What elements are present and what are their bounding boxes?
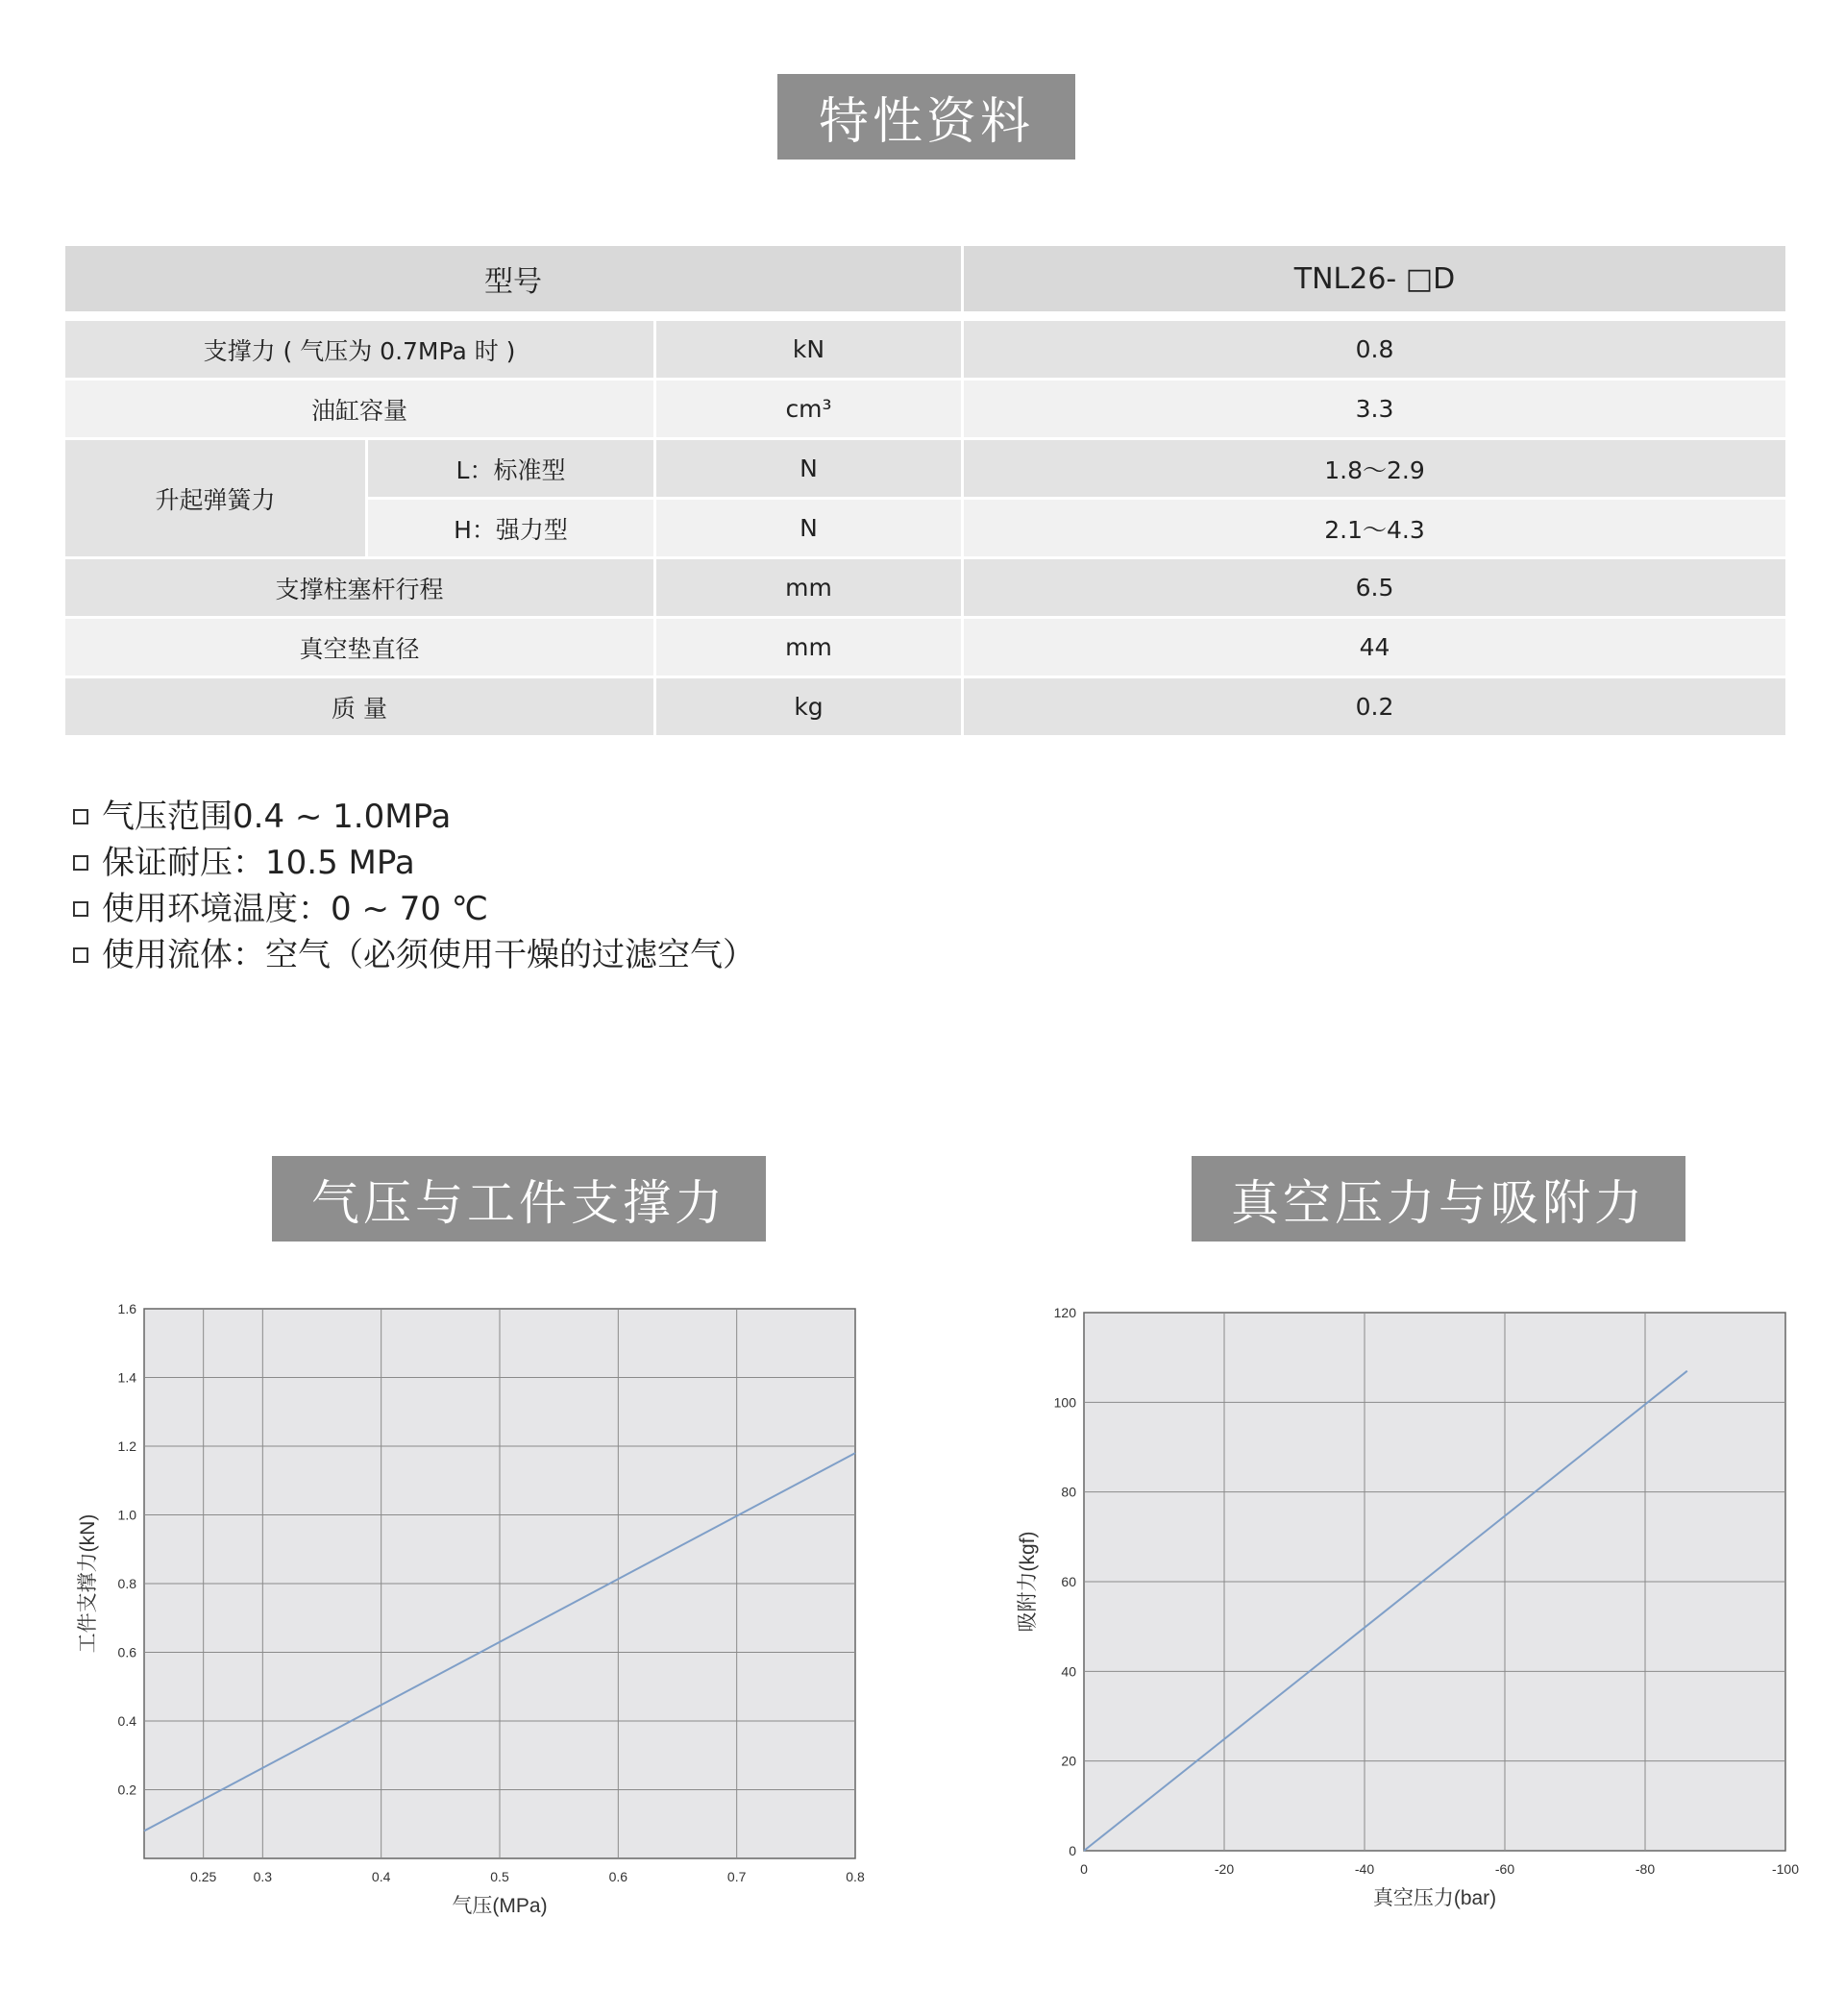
row-sub-name: H：强力型 <box>368 500 656 559</box>
row-value: 6.5 <box>964 559 1785 619</box>
row-name: 支撑力 ( 气压为 0.7MPa 时 ) <box>65 321 656 381</box>
row-value: 44 <box>964 619 1785 678</box>
x-tick-label: 0.3 <box>253 1869 273 1884</box>
page-title: 特性资料 <box>777 74 1075 160</box>
x-axis-label: 真空压力(bar) <box>1372 1887 1497 1909</box>
square-bullet-icon <box>73 901 88 917</box>
x-tick-label: -100 <box>1771 1861 1800 1877</box>
table-header-row <box>65 246 1785 321</box>
x-tick-label: 0.7 <box>726 1869 747 1884</box>
note-text: 保证耐压：10.5 MPa <box>102 844 415 882</box>
chart-title: 真空压力与吸附力 <box>1192 1156 1685 1242</box>
table-row <box>65 619 1785 678</box>
note-text: 气压范围0.4 ~ 1.0MPa <box>102 798 452 836</box>
row-unit: N <box>656 440 964 500</box>
y-tick-label: 1.0 <box>117 1507 136 1523</box>
note-text: 使用环境温度：0 ~ 70 ℃ <box>102 890 488 928</box>
row-unit: cm³ <box>656 381 964 440</box>
x-tick-label: 0.8 <box>846 1869 865 1884</box>
list-item <box>73 886 755 932</box>
row-value: 2.1～4.3 <box>964 500 1785 559</box>
table-row <box>65 559 1785 619</box>
row-name: 真空垫直径 <box>65 619 656 678</box>
row-unit: kg <box>656 678 964 738</box>
square-bullet-icon <box>73 809 88 824</box>
chart-title: 气压与工件支撑力 <box>272 1156 766 1242</box>
y-tick-label: 1.6 <box>117 1301 136 1316</box>
row-name: 支撑柱塞杆行程 <box>65 559 656 619</box>
row-name: 油缸容量 <box>65 381 656 440</box>
spec-table <box>65 246 1785 738</box>
row-unit: mm <box>656 559 964 619</box>
vacuum-suction-force-chart <box>999 1288 1807 1922</box>
y-tick-label: 100 <box>1053 1394 1076 1411</box>
list-item <box>73 932 755 978</box>
table-row <box>65 440 1785 500</box>
x-tick-label: -20 <box>1214 1861 1235 1877</box>
row-unit: N <box>656 500 964 559</box>
table-row <box>65 678 1785 738</box>
pressure-support-force-chart <box>67 1288 874 1922</box>
square-bullet-icon <box>73 947 88 963</box>
y-tick-label: 20 <box>1061 1753 1076 1769</box>
row-value: 0.8 <box>964 321 1785 381</box>
table-row <box>65 321 1785 381</box>
x-tick-label: -80 <box>1635 1861 1656 1877</box>
x-tick-label: 0 <box>1080 1861 1088 1877</box>
row-unit: mm <box>656 619 964 678</box>
x-tick-label: 0.5 <box>490 1869 509 1884</box>
y-tick-label: 0.6 <box>117 1644 136 1660</box>
y-tick-label: 60 <box>1061 1574 1076 1589</box>
x-tick-label: 0.6 <box>608 1869 628 1884</box>
row-group-name: 升起弹簧力 <box>65 440 368 559</box>
row-sub-name: L：标准型 <box>368 440 656 500</box>
model-label: 型号 <box>65 246 964 321</box>
x-tick-label: -60 <box>1494 1861 1515 1877</box>
row-name: 质 量 <box>65 678 656 738</box>
y-axis-label: 吸附力(kgf) <box>1017 1531 1039 1633</box>
y-tick-label: 1.4 <box>117 1369 136 1386</box>
y-tick-label: 80 <box>1061 1484 1076 1500</box>
table-row <box>65 381 1785 440</box>
list-item <box>73 794 755 840</box>
y-tick-label: 1.2 <box>117 1438 136 1454</box>
x-tick-label: -40 <box>1354 1861 1375 1877</box>
y-tick-label: 0.8 <box>117 1576 136 1591</box>
y-tick-label: 0.4 <box>117 1713 136 1729</box>
model-value: TNL26- □D <box>964 246 1785 321</box>
y-tick-label: 0.2 <box>117 1782 136 1798</box>
y-tick-label: 40 <box>1061 1663 1076 1680</box>
notes-list <box>73 794 755 978</box>
x-tick-label: 0.25 <box>190 1869 217 1884</box>
square-bullet-icon <box>73 855 88 871</box>
list-item <box>73 840 755 886</box>
x-tick-label: 0.4 <box>371 1869 391 1884</box>
row-value: 0.2 <box>964 678 1785 738</box>
x-axis-label: 气压(MPa) <box>452 1895 548 1917</box>
note-text: 使用流体：空气（必须使用干燥的过滤空气） <box>102 936 755 974</box>
row-value: 3.3 <box>964 381 1785 440</box>
row-unit: kN <box>656 321 964 381</box>
row-value: 1.8～2.9 <box>964 440 1785 500</box>
y-tick-label: 0 <box>1069 1843 1076 1858</box>
y-axis-label: 工件支撑力(kN) <box>77 1513 99 1654</box>
y-tick-label: 120 <box>1053 1305 1076 1320</box>
